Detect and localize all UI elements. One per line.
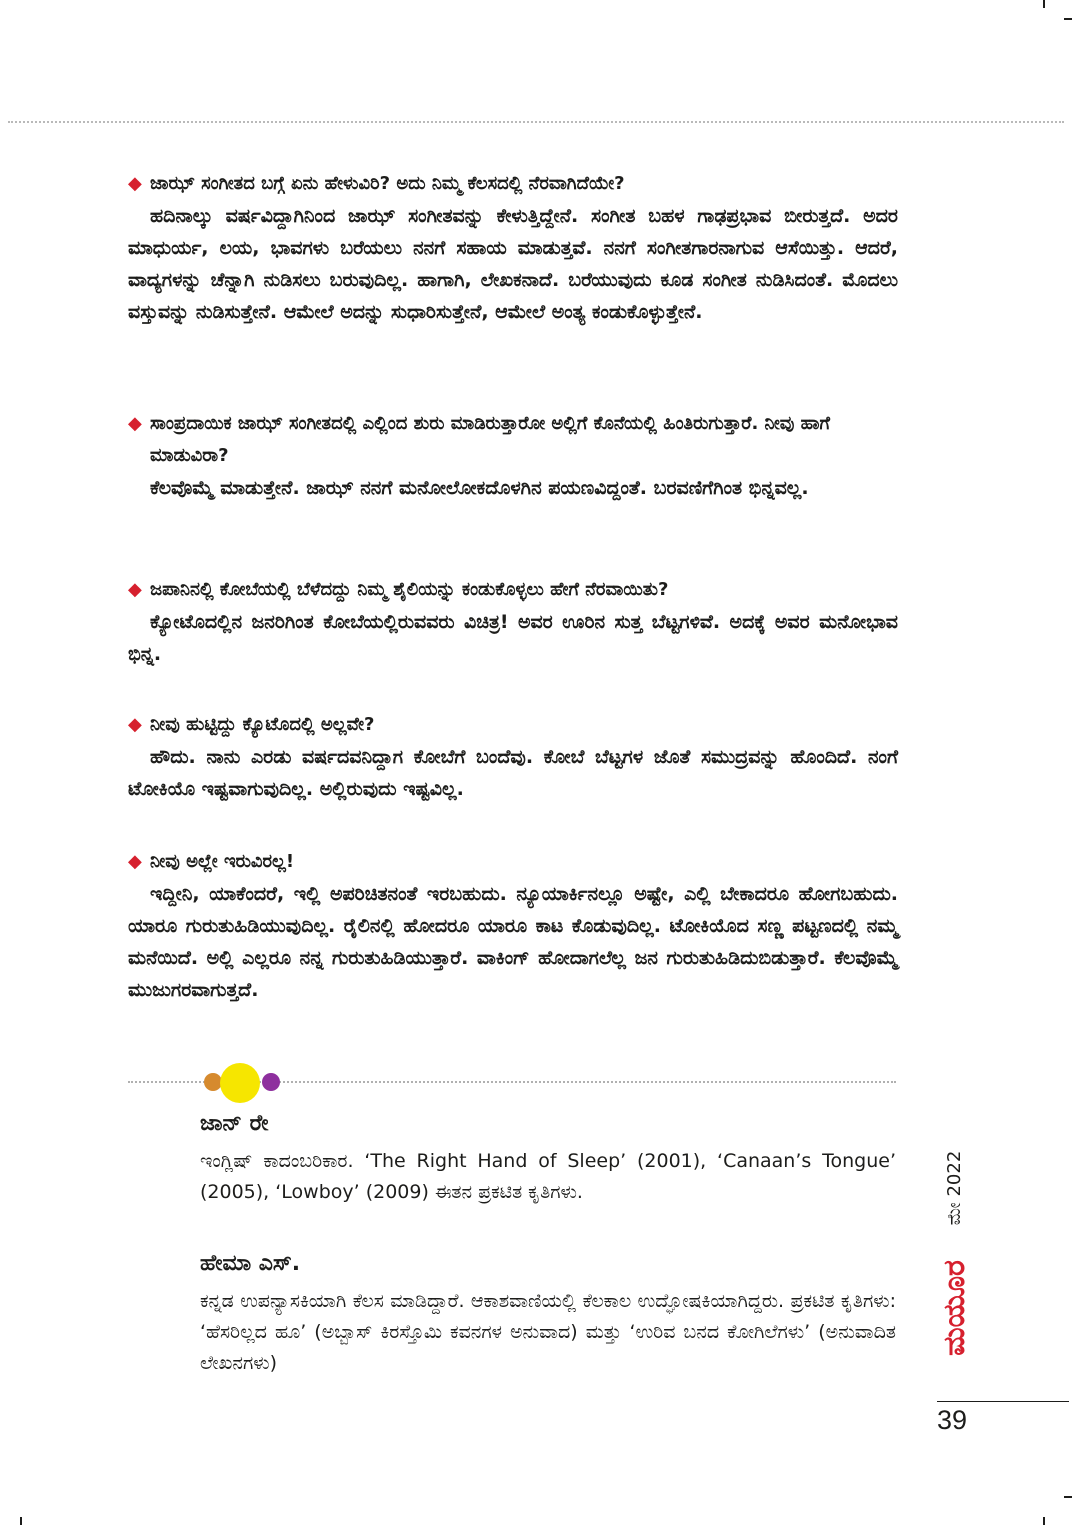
author-bio [200,1108,896,1208]
answer-text: ಕ್ಯೋಟೊದಲ್ಲಿನ ಜನರಿಗಿಂತ ಕೋಬೆಯಲ್ಲಿರುವವರು ವಿಚಿತ್ರ! ಅವರ ಊರಿನ ಸುತ್ತ ಬೆಟ್ಟಗಳಿವೆ. ಅದಕ್ಕೆ ಅವರ ಮನೋಭಾವ ಭಿನ್ನ. [128,611,898,665]
diamond-bullet-icon: ◆ [128,714,142,735]
answer-text: ಇದ್ದೀನಿ, ಯಾಕೆಂದರೆ, ಇಲ್ಲಿ ಅಪರಿಚಿತನಂತೆ ಇರಬಹುದು. ನ್ಯೂಯಾರ್ಕಿನಲ್ಲೂ ಅಷ್ಟೇ, ಎಲ್ಲಿ ಬೇಕಾದರೂ ಹೋಗಬಹುದು. ಯಾರೂ ಗುರುತುಹಿಡಿಯುವುದಿಲ್ಲ. ರೈಲಿನಲ್ಲಿ ಹೋದರೂ ಯಾರೂ ಕಾಟ ಕೊಡುವುದಿಲ್ಲ. ಟೋಕಿಯೊದ ಸಣ್ಣ ಪಟ್ಟಣದಲ್ಲಿ ನಮ್ಮ ಮನೆಯಿದೆ. ಅಲ್ಲಿ ಎಲ್ಲರೂ ನನ್ನ ಗುರುತುಹಿಡಿಯುತ್ತಾರೆ. ವಾಕಿಂಗ್ ಹೋದಾಗಲೆಲ್ಲ ಜನ ಗುರುತುಹಿಡಿದುಬಿಡುತ್ತಾರೆ. ಕೆಲವೊಮ್ಮೆ ಮುಜುಗರವಾಗುತ್ತದೆ. [128,883,898,1001]
crop-mark-right-lower [1064,1496,1072,1498]
magazine-logo: ಮಯೂರ [937,1260,972,1356]
author-name: ಜಾನ್ ರೇ [200,1111,269,1136]
diamond-bullet-icon: ◆ [128,413,142,434]
question-text: ಜಾಝ್ ಸಂಗೀತದ ಬಗ್ಗೆ ಏನು ಹೇಳುವಿರಿ? ಅದು ನಿಮ್ಮ ಕೆಲಸದಲ್ಲಿ ನೆರವಾಗಿದೆಯೇ? [150,173,625,194]
question-text: ನೀವು ಅಲ್ಲೇ ಇರುವಿರಲ್ಲ! [150,851,295,872]
diamond-bullet-icon: ◆ [128,579,142,600]
diamond-bullet-icon: ◆ [128,173,142,194]
qa-block-3 [128,574,898,670]
question-text: ನೀವು ಹುಟ್ಟಿದ್ದು ಕ್ಯೊಟೊದಲ್ಲಿ ಅಲ್ಲವೇ? [150,714,375,735]
translator-bio [200,1248,896,1379]
qa-block-5 [128,846,898,1006]
question-text: ಜಪಾನಿನಲ್ಲಿ ಕೋಬೆಯಲ್ಲಿ ಬೆಳೆದದ್ದು ನಿಮ್ಮ ಶೈಲಿಯನ್ನು ಕಂಡುಕೊಳ್ಳಲು ಹೇಗೆ ನೆರವಾಯಿತು? [150,579,669,600]
crop-mark-bottom-left [20,1517,22,1525]
question [128,574,898,606]
yellow-dot-icon [220,1063,260,1103]
answer-text: ಹದಿನಾಲ್ಕು ವರ್ಷವಿದ್ದಾಗಿನಿಂದ ಜಾಝ್ ಸಂಗೀತವನ್ನು ಕೇಳುತ್ತಿದ್ದೇನೆ. ಸಂಗೀತ ಬಹಳ ಗಾಢಪ್ರಭಾವ ಬೀರುತ್ತದೆ. ಅದರ ಮಾಧುರ್ಯ, ಲಯ, ಭಾವಗಳು ಬರೆಯಲು ನನಗೆ ಸಹಾಯ ಮಾಡುತ್ತವೆ. ನನಗೆ ಸಂಗೀತಗಾರನಾಗುವ ಆಸೆಯಿತ್ತು. ಆದರೆ, ವಾದ್ಯಗಳನ್ನು ಚೆನ್ನಾಗಿ ನುಡಿಸಲು ಬರುವುದಿಲ್ಲ. ಹಾಗಾಗಿ, ಲೇಖಕನಾದೆ. ಬರೆಯುವುದು ಕೂಡ ಸಂಗೀತ ನುಡಿಸಿದಂತೆ. ಮೊದಲು ವಸ್ತುವನ್ನು ನುಡಿಸುತ್ತೇನೆ. ಆಮೇಲೆ ಅದನ್ನು ಸುಧಾರಿಸುತ್ತೇನೆ, ಆಮೇಲೆ ಅಂತ್ಯ ಕಂಡುಕೊಳ್ಳುತ್ತೇನೆ. [128,205,898,323]
question [128,168,898,200]
qa-block-2 [128,408,898,504]
diamond-bullet-icon: ◆ [128,851,142,872]
crop-mark-top-right [1043,0,1045,8]
top-dotted-rule [8,121,1064,123]
qa-block-1 [128,168,898,328]
author-bio-text: ಇಂಗ್ಲಿಷ್ ಕಾದಂಬರಿಕಾರ. ‘The Right Hand of Sleep’ (2001), ‘Canaan’s Tongue’ (2005), ‘Lowboy’ (2009) ಈತನ ಪ್ರಕಟಿತ ಕೃತಿಗಳು. [200,1150,896,1203]
question [128,408,898,472]
crop-mark-right-upper [1064,18,1072,20]
crop-mark-bottom-right [1043,1517,1045,1525]
answer-text: ಕೆಲವೊಮ್ಮೆ ಮಾಡುತ್ತೇನೆ. ಜಾಝ್ ನನಗೆ ಮನೋಲೋಕದೊಳಗಿನ ಪಯಣವಿದ್ದಂತೆ. ಬರವಣಿಗೆಗಿಂತ ಭಿನ್ನವಲ್ಲ. [150,477,809,499]
page-number: 39 [937,1405,968,1435]
page-number-rule [937,1401,1069,1402]
translator-bio-text: ಕನ್ನಡ ಉಪನ್ಯಾಸಕಿಯಾಗಿ ಕೆಲಸ ಮಾಡಿದ್ದಾರೆ. ಆಕಾಶವಾಣಿಯಲ್ಲಿ ಕೆಲಕಾಲ ಉದ್ಘೋಷಕಿಯಾಗಿದ್ದರು. ಪ್ರಕಟಿತ ಕೃತಿಗಳು: ‘ಹೆಸರಿಲ್ಲದ ಹೂ’ (ಅಬ್ಬಾಸ್ ಕಿರಸ್ತೊಮಿ ಕವನಗಳ ಅನುವಾದ) ಮತ್ತು ‘ಉರಿವ ಬನದ ಕೋಗಿಲೆಗಳು’ (ಅನುವಾದಿತ ಲೇಖನಗಳು) [200,1290,896,1374]
question [128,846,898,878]
answer-text: ಹೌದು. ನಾನು ಎರಡು ವರ್ಷದವನಿದ್ದಾಗ ಕೋಬೆಗೆ ಬಂದೆವು. ಕೋಬೆ ಬೆಟ್ಟಗಳ ಜೊತೆ ಸಮುದ್ರವನ್ನು ಹೊಂದಿದೆ. ನಂಗೆ ಟೋಕಿಯೊ ಇಷ್ಟವಾಗುವುದಿಲ್ಲ. ಅಲ್ಲಿರುವುದು ಇಷ್ಟವಿಲ್ಲ. [128,746,898,800]
question [128,709,898,741]
purple-dot-icon [262,1073,280,1091]
translator-name: ಹೇಮಾ ಎಸ್. [200,1251,301,1276]
qa-block-4 [128,709,898,805]
issue-date: ಮೇ 2022 [944,1150,965,1226]
question-text: ಸಾಂಪ್ರದಾಯಿಕ ಜಾಝ್ ಸಂಗೀತದಲ್ಲಿ ಎಲ್ಲಿಂದ ಶುರು ಮಾಡಿರುತ್ತಾರೋ ಅಲ್ಲಿಗೆ ಕೊನೆಯಲ್ಲಿ ಹಿಂತಿರುಗುತ್ತಾರೆ. ನೀವು ಹಾಗೆ ಮಾಡುವಿರಾ? [150,413,830,466]
